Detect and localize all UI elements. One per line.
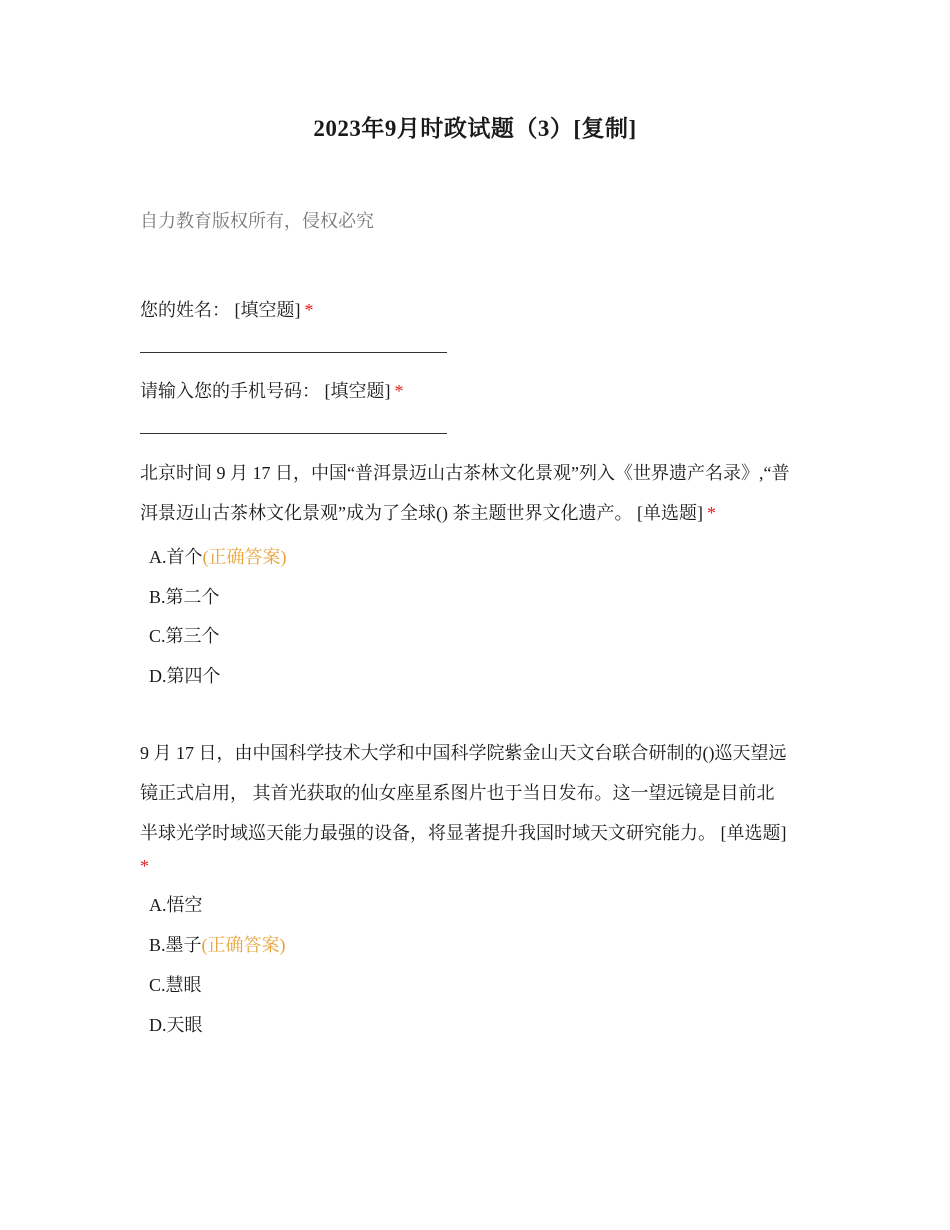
phone-input-line[interactable] xyxy=(140,433,447,434)
required-mark: * xyxy=(394,381,404,401)
name-field-label xyxy=(140,290,820,330)
question-2-line-3: 半球光学时域巡天能力最强的设备，将显著提升我国时域天文研究能力。 [单选题] xyxy=(140,823,787,843)
name-input-line[interactable] xyxy=(140,352,447,353)
question-2-option-d[interactable]: D.天眼 xyxy=(149,1015,203,1035)
question-2-required xyxy=(140,853,820,879)
question-1-option-a[interactable]: A.首个(正确答案) xyxy=(149,547,287,567)
question-1-option-c[interactable]: C.第三个 xyxy=(149,626,220,646)
phone-field-text: 请输入您的手机号码： xyxy=(140,381,320,401)
question-2 xyxy=(140,733,820,879)
question-2-line-1: 9 月 17 日，由中国科学技术大学和中国科学院紫金山天文台联合研制的()巡天望远 xyxy=(140,743,787,763)
name-field-type: [填空题] xyxy=(234,300,301,320)
correct-answer-label: (正确答案) xyxy=(201,935,286,955)
question-1-type: [单选题] xyxy=(636,503,703,523)
question-2-option-b[interactable]: B.墨子(正确答案) xyxy=(149,935,286,955)
required-mark: * xyxy=(140,856,149,876)
question-1-option-d[interactable]: D.第四个 xyxy=(149,666,221,686)
name-field-text: 您的姓名： xyxy=(140,300,230,320)
question-1-line-1: 北京时间 9 月 17 日，中国“普洱景迈山古茶林文化景观”列入《世界遗产名录》,“普 xyxy=(140,463,790,483)
question-2-option-a[interactable]: A.悟空 xyxy=(149,895,203,915)
page-title: 2023年9月时政试题（3）[复制] xyxy=(313,116,637,141)
question-1 xyxy=(140,453,820,533)
question-1-line-2: 洱景迈山古茶林文化景观”成为了全球() 茶主题世界文化遗产。 [单选题] * xyxy=(140,503,716,523)
question-2-line-2: 镜正式启用， 其首光获取的仙女座星系图片也于当日发布。这一望远镜是目前北 xyxy=(140,783,775,803)
copyright-notice: 自力教育版权所有，侵权必究 xyxy=(140,211,374,231)
question-2-option-c[interactable]: C.慧眼 xyxy=(149,975,202,995)
question-1-option-b[interactable]: B.第二个 xyxy=(149,587,220,607)
phone-field-type: [填空题] xyxy=(324,381,391,401)
question-2-type: [单选题] xyxy=(720,823,787,843)
required-mark: * xyxy=(304,300,314,320)
phone-field-label xyxy=(140,371,820,411)
correct-answer-label: (正确答案) xyxy=(202,547,287,567)
required-mark: * xyxy=(706,503,716,523)
